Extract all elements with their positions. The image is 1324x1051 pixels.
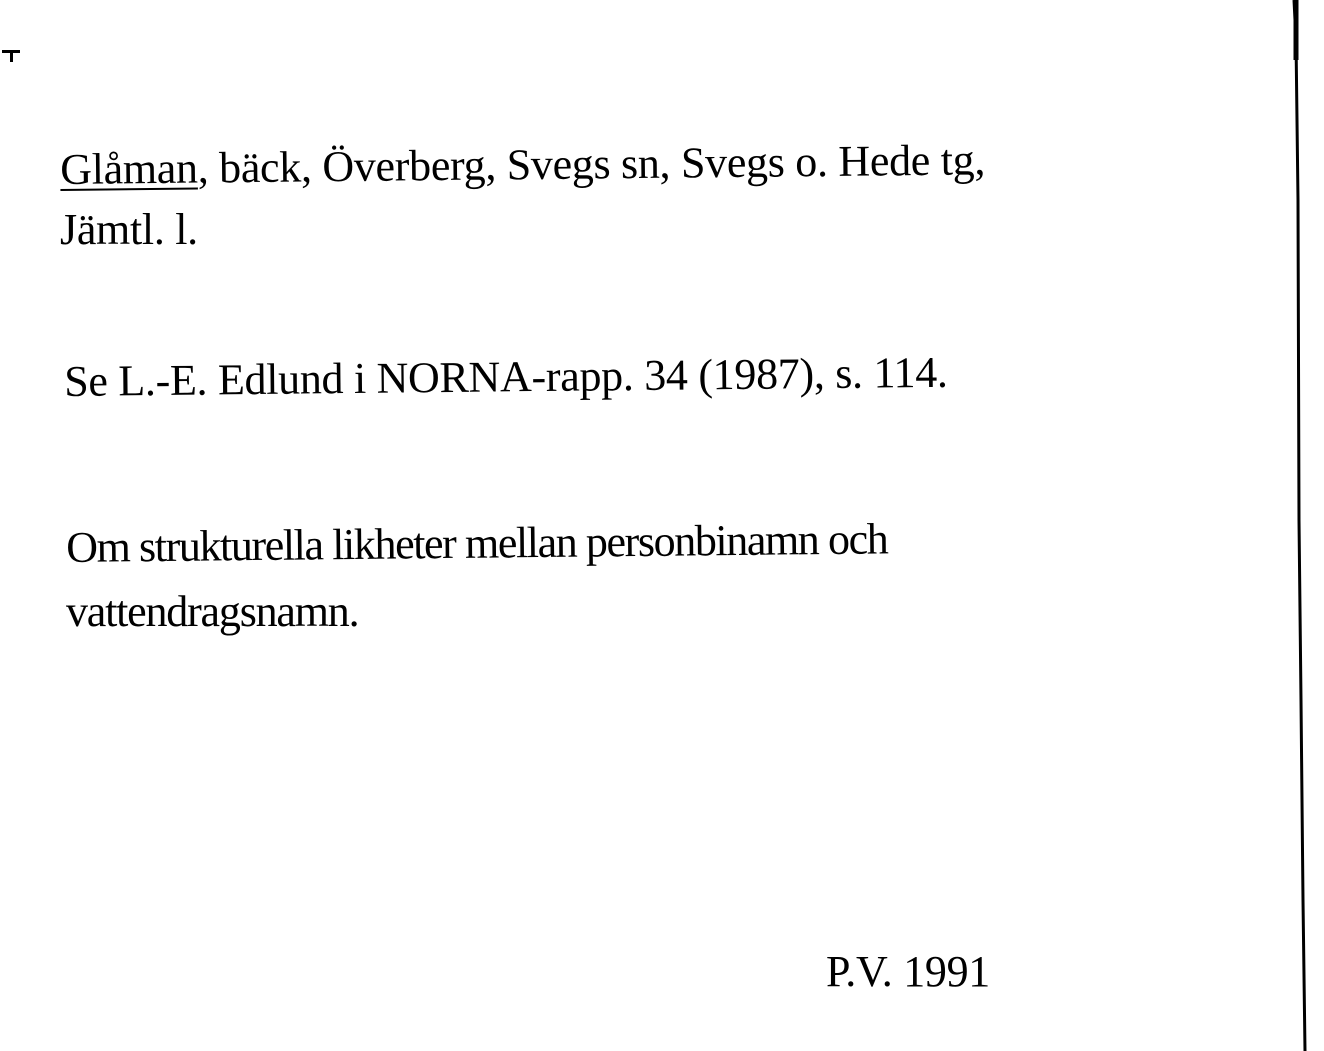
card-edge-line [1290,0,1324,1051]
signature: P.V. 1991 [826,947,990,996]
entry-description: , bäck, Överberg, Svegs sn, Svegs o. Hede tg, [197,135,986,193]
reference-line: Se L.-E. Edlund i NORNA-rapp. 34 (1987), s. 114. [63,347,948,406]
corner-mark [2,50,20,64]
entry-line-1 [59,135,986,194]
note-line-1: Om strukturella likheter mellan personbinamn och [65,514,888,572]
note-line-2: vattendragsnamn. [66,587,359,636]
entry-line-2: Jämtl. l. [60,205,198,254]
headword: Glåman [59,143,198,194]
